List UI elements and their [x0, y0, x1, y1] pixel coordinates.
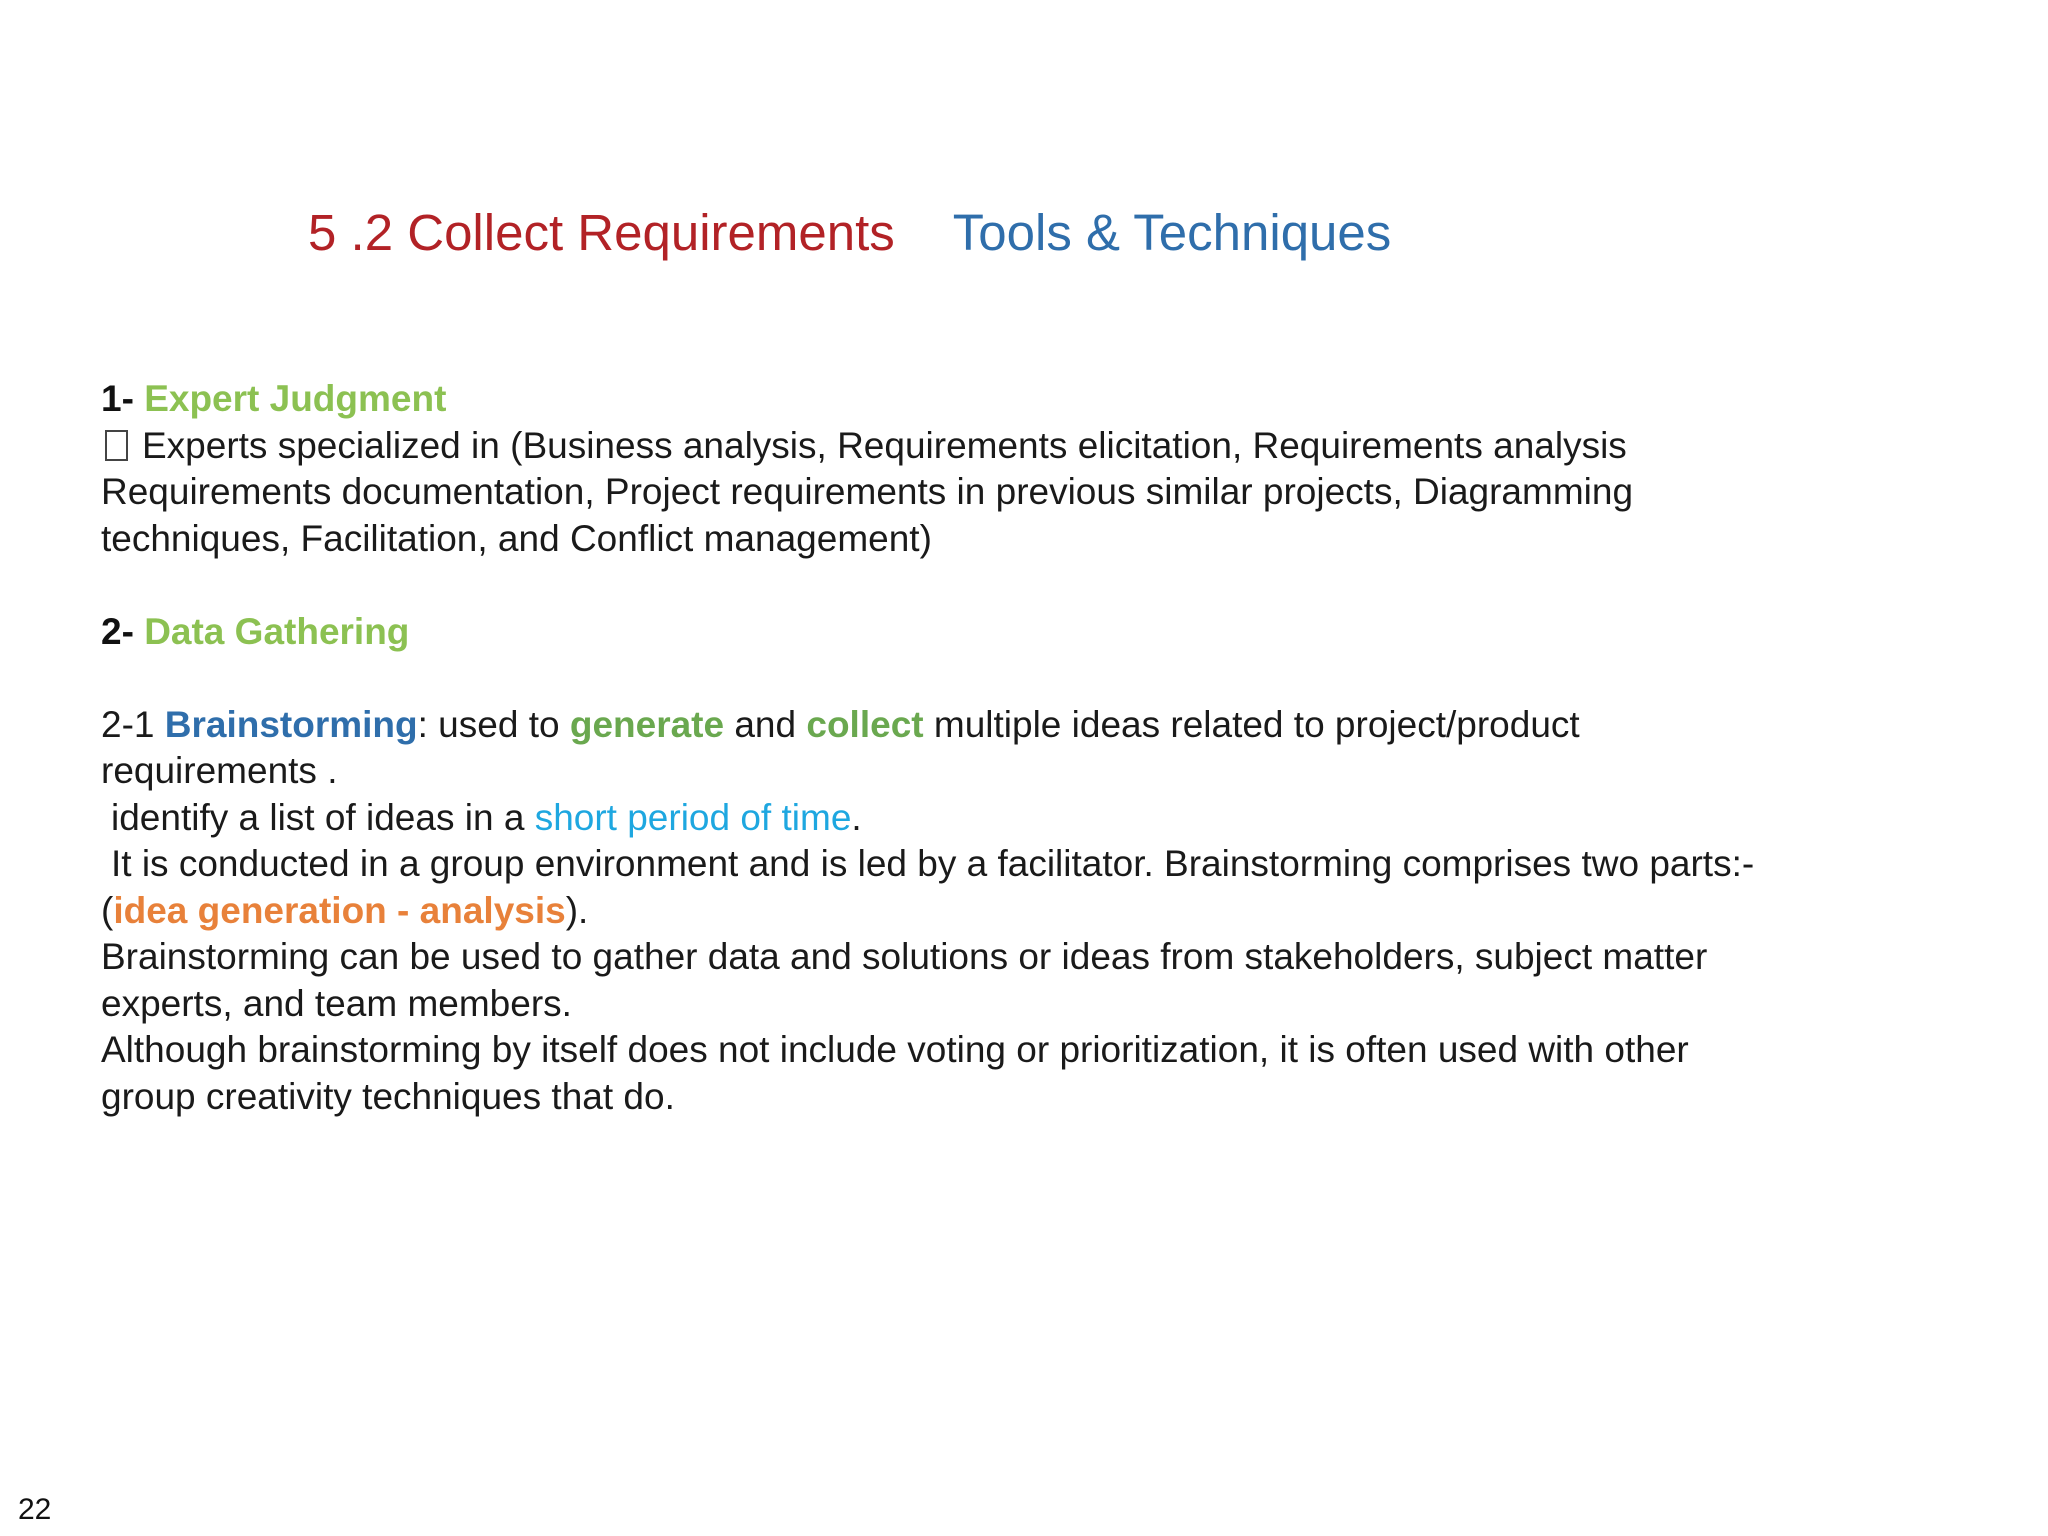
title-sub: Tools & Techniques: [952, 204, 1392, 261]
section-heading: Expert Judgment: [144, 378, 447, 419]
brainstorming-line-6: Brainstorming can be used to gather data and solutions or ideas from stakeholders, subject matter: [101, 936, 1708, 977]
brainstorming-line-5: [101, 888, 1961, 935]
keyword-generate: generate: [569, 703, 725, 745]
page-number: 22: [18, 1493, 52, 1526]
brainstorming-line-3: [101, 795, 1961, 842]
expert-text-1: Experts specialized in (Business analysis, Requirements elicitation, Requirements analysis: [142, 424, 1627, 466]
text-span: .: [851, 796, 862, 838]
brainstorming-line-2: requirements .: [101, 750, 338, 791]
data-gathering-heading: [101, 609, 1961, 656]
brainstorming-line-1: [101, 702, 1961, 749]
brainstorming-term: Brainstorming: [164, 703, 418, 745]
section-number: 2-: [101, 610, 145, 652]
text-span: multiple ideas related to project/product: [923, 703, 1580, 745]
text-span: ).: [565, 889, 589, 931]
text-span: : used to: [417, 703, 570, 745]
keyword-idea-analysis: idea generation - analysis: [113, 889, 566, 931]
brainstorming-line-8: Although brainstorming by itself does not include voting or prioritization, it is often used with other: [101, 1029, 1689, 1070]
spacer: [101, 655, 1961, 702]
text-span: (: [101, 889, 114, 931]
keyword-short-period: short period of time: [534, 796, 852, 838]
title-main: 5 .2 Collect Requirements: [308, 204, 895, 261]
expert-line-3: techniques, Facilitation, and Conflict management): [101, 517, 932, 559]
bullet-box-icon: [105, 430, 128, 461]
section-heading: Data Gathering: [144, 610, 410, 652]
text-span: identify a list of ideas in a: [111, 796, 535, 838]
text-span: and: [724, 703, 807, 745]
keyword-collect: collect: [806, 703, 924, 745]
section-number: 1-: [101, 378, 145, 419]
expert-line-1: [101, 423, 1961, 470]
expert-judgment-heading: [101, 376, 1961, 423]
slide-body: [101, 376, 1961, 1120]
subsection-number: 2-1: [101, 703, 165, 745]
spacer: [101, 562, 1961, 609]
expert-line-2: Requirements documentation, Project requirements in previous similar projects, Diagramming: [101, 471, 1634, 512]
slide-title: [308, 200, 1391, 266]
brainstorming-line-7: experts, and team members.: [101, 982, 572, 1024]
brainstorming-line-9: group creativity techniques that do.: [101, 1075, 675, 1117]
brainstorming-line-4: It is conducted in a group environment and is led by a facilitator. Brainstorming comprises two parts:-: [111, 843, 1755, 884]
